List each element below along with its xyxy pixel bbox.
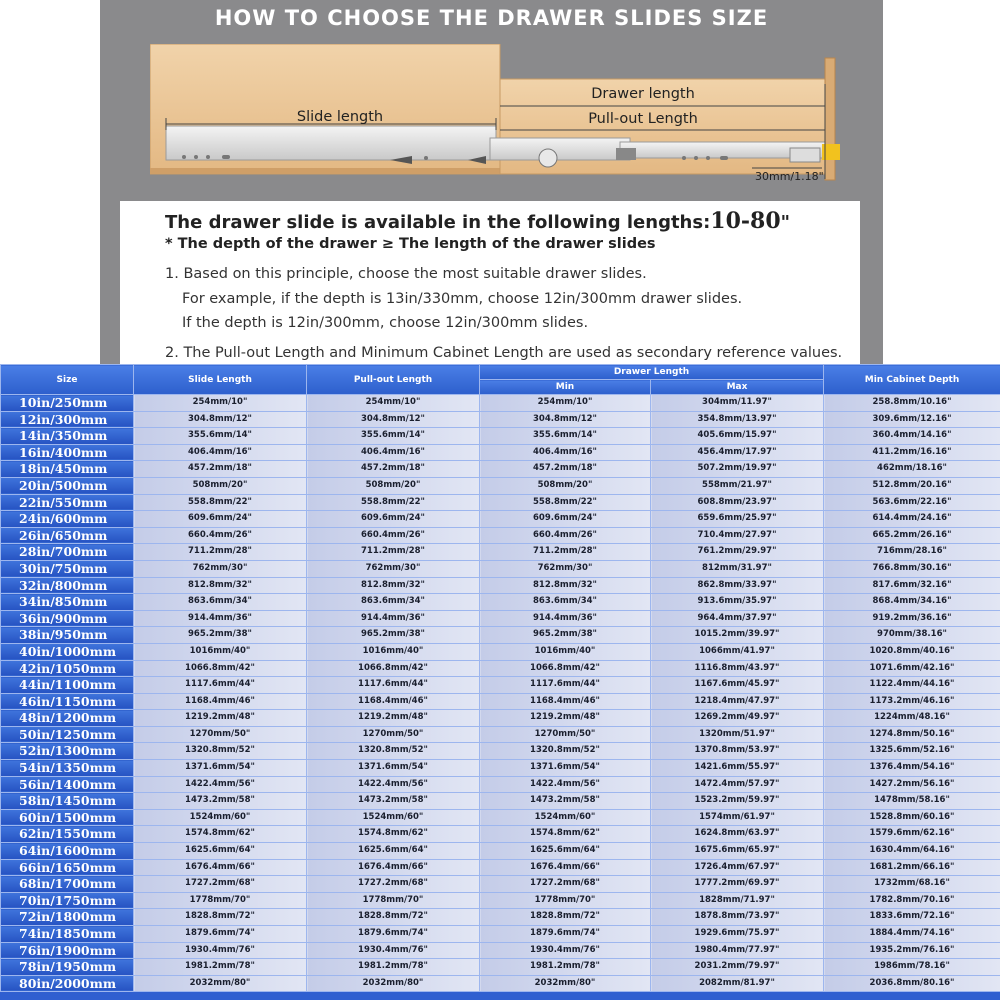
min-cabinet-depth-cell: 512.8mm/20.16" <box>824 477 1000 494</box>
mounting-hole <box>694 156 698 160</box>
drawer-max-cell: 304mm/11.97" <box>651 395 824 412</box>
drawer-max-cell: 608.8mm/23.97" <box>651 494 824 511</box>
table-row <box>1 511 1000 528</box>
instruction-line-2: For example, if the depth is 13in/330mm, choose 12in/300mm drawer slides. <box>182 291 743 307</box>
table-row <box>1 444 1000 461</box>
drawer-max-cell: 558mm/21.97" <box>651 477 824 494</box>
min-cabinet-depth-cell: 1427.2mm/56.16" <box>824 776 1000 793</box>
size-table-container <box>0 364 1000 1000</box>
drawer-max-cell: 1574mm/61.97" <box>651 809 824 826</box>
pullout-length-cell: 1930.4mm/76" <box>307 942 480 959</box>
slide-length-cell: 1016mm/40" <box>134 643 307 660</box>
table-row <box>1 926 1000 943</box>
drawer-min-cell: 304.8mm/12" <box>480 411 651 428</box>
size-header: Size <box>1 365 134 395</box>
pullout-length-cell: 254mm/10" <box>307 395 480 412</box>
pullout-length-cell: 1117.6mm/44" <box>307 677 480 694</box>
pullout-length-header: Pull-out Length <box>307 365 480 395</box>
drawer-min-cell: 1625.6mm/64" <box>480 843 651 860</box>
min-cabinet-depth-cell: 1884.4mm/74.16" <box>824 926 1000 943</box>
table-row <box>1 560 1000 577</box>
slide-length-cell: 457.2mm/18" <box>134 461 307 478</box>
size-cell: 42in/1050mm <box>1 660 134 677</box>
min-cabinet-depth-cell: 1732mm/68.16" <box>824 876 1000 893</box>
min-cabinet-depth-cell: 1325.6mm/52.16" <box>824 743 1000 760</box>
drawer-max-cell: 1421.6mm/55.97" <box>651 760 824 777</box>
min-cabinet-depth-cell: 1376.4mm/54.16" <box>824 760 1000 777</box>
drawer-max-cell: 2082mm/81.97" <box>651 975 824 992</box>
min-cabinet-depth-cell: 919.2mm/36.16" <box>824 610 1000 627</box>
mounting-hole <box>424 156 428 160</box>
drawer-max-cell: 1929.6mm/75.97" <box>651 926 824 943</box>
table-row <box>1 743 1000 760</box>
size-cell: 16in/400mm <box>1 444 134 461</box>
min-cabinet-depth-cell: 1274.8mm/50.16" <box>824 726 1000 743</box>
page-title: HOW TO CHOOSE THE DRAWER SLIDES SIZE <box>214 6 769 30</box>
table-row <box>1 892 1000 909</box>
min-cabinet-depth-cell: 1071.6mm/42.16" <box>824 660 1000 677</box>
min-cabinet-depth-cell: 2036.8mm/80.16" <box>824 975 1000 992</box>
table-row <box>1 859 1000 876</box>
pullout-length-cell: 1625.6mm/64" <box>307 843 480 860</box>
size-cell: 28in/700mm <box>1 544 134 561</box>
slide-length-cell: 1066.8mm/42" <box>134 660 307 677</box>
size-cell: 44in/1100mm <box>1 677 134 694</box>
size-cell: 80in/2000mm <box>1 975 134 992</box>
min-cabinet-depth-cell: 1528.8mm/60.16" <box>824 809 1000 826</box>
gap-label: 30mm/1.18" <box>755 170 824 183</box>
size-cell: 10in/250mm <box>1 395 134 412</box>
min-cabinet-depth-cell: 868.4mm/34.16" <box>824 594 1000 611</box>
pullout-length-cell: 1879.6mm/74" <box>307 926 480 943</box>
table-row <box>1 959 1000 976</box>
slide-length-cell: 1422.4mm/56" <box>134 776 307 793</box>
size-cell: 40in/1000mm <box>1 643 134 660</box>
size-cell: 18in/450mm <box>1 461 134 478</box>
size-cell: 62in/1550mm <box>1 826 134 843</box>
slide-length-cell: 609.6mm/24" <box>134 511 307 528</box>
size-cell: 32in/800mm <box>1 577 134 594</box>
pullout-length-cell: 1778mm/70" <box>307 892 480 909</box>
slide-length-cell: 762mm/30" <box>134 560 307 577</box>
min-cabinet-depth-cell: 970mm/38.16" <box>824 627 1000 644</box>
slide-length-cell: 711.2mm/28" <box>134 544 307 561</box>
size-cell: 30in/750mm <box>1 560 134 577</box>
table-row <box>1 610 1000 627</box>
slide-length-cell: 1574.8mm/62" <box>134 826 307 843</box>
table-row <box>1 776 1000 793</box>
slide-length-cell: 1981.2mm/78" <box>134 959 307 976</box>
table-row <box>1 693 1000 710</box>
min-cabinet-depth-cell: 462mm/18.16" <box>824 461 1000 478</box>
pullout-length-cell: 1016mm/40" <box>307 643 480 660</box>
drawer-min-cell: 1422.4mm/56" <box>480 776 651 793</box>
drawer-min-header: Min <box>480 380 651 395</box>
drawer-max-cell: 1624.8mm/63.97" <box>651 826 824 843</box>
pullout-length-cell: 1473.2mm/58" <box>307 793 480 810</box>
table-row <box>1 677 1000 694</box>
pullout-length-cell: 1422.4mm/56" <box>307 776 480 793</box>
drawer-min-cell: 1727.2mm/68" <box>480 876 651 893</box>
pullout-length-label: Pull-out Length <box>588 111 698 127</box>
instruction-line-1: 1. Based on this principle, choose the most suitable drawer slides. <box>165 266 647 282</box>
drawer-max-cell: 1675.6mm/65.97" <box>651 843 824 860</box>
ball-bearing <box>539 149 557 167</box>
size-cell: 34in/850mm <box>1 594 134 611</box>
slide-length-cell: 1320.8mm/52" <box>134 743 307 760</box>
slide-length-cell: 1219.2mm/48" <box>134 710 307 727</box>
drawer-min-cell: 762mm/30" <box>480 560 651 577</box>
slide-lock <box>616 148 636 160</box>
table-row <box>1 627 1000 644</box>
drawer-min-cell: 965.2mm/38" <box>480 627 651 644</box>
drawer-min-cell: 508mm/20" <box>480 477 651 494</box>
instruction-line-4: 2. The Pull-out Length and Minimum Cabinet Length are used as secondary reference values. <box>165 345 843 361</box>
pullout-length-cell: 1981.2mm/78" <box>307 959 480 976</box>
drawer-max-cell: 1472.4mm/57.97" <box>651 776 824 793</box>
size-cell: 24in/600mm <box>1 511 134 528</box>
min-cabinet-depth-cell: 665.2mm/26.16" <box>824 527 1000 544</box>
min-cabinet-depth-cell: 258.8mm/10.16" <box>824 395 1000 412</box>
slide-length-cell: 1117.6mm/44" <box>134 677 307 694</box>
slide-length-cell: 1727.2mm/68" <box>134 876 307 893</box>
min-cabinet-depth-cell: 309.6mm/12.16" <box>824 411 1000 428</box>
table-row <box>1 544 1000 561</box>
min-cabinet-depth-cell: 411.2mm/16.16" <box>824 444 1000 461</box>
slide-length-cell: 1930.4mm/76" <box>134 942 307 959</box>
min-cabinet-depth-cell: 563.6mm/22.16" <box>824 494 1000 511</box>
table-row <box>1 760 1000 777</box>
drawer-min-cell: 406.4mm/16" <box>480 444 651 461</box>
pullout-length-cell: 1371.6mm/54" <box>307 760 480 777</box>
drawer-max-cell: 862.8mm/33.97" <box>651 577 824 594</box>
drawer-max-cell: 964.4mm/37.97" <box>651 610 824 627</box>
drawer-min-cell: 863.6mm/34" <box>480 594 651 611</box>
drawer-max-cell: 710.4mm/27.97" <box>651 527 824 544</box>
pullout-length-cell: 1270mm/50" <box>307 726 480 743</box>
pullout-length-cell: 863.6mm/34" <box>307 594 480 611</box>
drawer-min-cell: 558.8mm/22" <box>480 494 651 511</box>
pullout-length-cell: 1320.8mm/52" <box>307 743 480 760</box>
slide-length-cell: 558.8mm/22" <box>134 494 307 511</box>
pullout-length-cell: 1727.2mm/68" <box>307 876 480 893</box>
size-cell: 76in/1900mm <box>1 942 134 959</box>
slide-length-cell: 812.8mm/32" <box>134 577 307 594</box>
table-row <box>1 809 1000 826</box>
table-row <box>1 494 1000 511</box>
size-cell: 26in/650mm <box>1 527 134 544</box>
size-cell: 22in/550mm <box>1 494 134 511</box>
mounting-hole <box>206 155 210 159</box>
table-row <box>1 643 1000 660</box>
slide-length-cell: 355.6mm/14" <box>134 428 307 445</box>
slide-length-cell: 1828.8mm/72" <box>134 909 307 926</box>
pullout-length-cell: 304.8mm/12" <box>307 411 480 428</box>
drawer-min-cell: 1879.6mm/74" <box>480 926 651 943</box>
table-row <box>1 577 1000 594</box>
slide-length-cell: 1879.6mm/74" <box>134 926 307 943</box>
drawer-length-label: Drawer length <box>591 86 695 102</box>
drawer-min-cell: 1270mm/50" <box>480 726 651 743</box>
size-cell: 20in/500mm <box>1 477 134 494</box>
slide-length-cell: 1625.6mm/64" <box>134 843 307 860</box>
drawer-min-cell: 711.2mm/28" <box>480 544 651 561</box>
drawer-min-cell: 254mm/10" <box>480 395 651 412</box>
size-cell: 66in/1650mm <box>1 859 134 876</box>
mounting-slot <box>222 155 230 159</box>
min-cabinet-depth-cell: 1986mm/78.16" <box>824 959 1000 976</box>
slide-length-cell: 1676.4mm/66" <box>134 859 307 876</box>
drawer-max-cell: 456.4mm/17.97" <box>651 444 824 461</box>
pullout-length-cell: 1828.8mm/72" <box>307 909 480 926</box>
size-cell: 74in/1850mm <box>1 926 134 943</box>
availability-heading <box>165 208 790 234</box>
size-table <box>0 364 1000 992</box>
size-cell: 78in/1950mm <box>1 959 134 976</box>
size-cell: 58in/1450mm <box>1 793 134 810</box>
min-cabinet-depth-cell: 1020.8mm/40.16" <box>824 643 1000 660</box>
size-cell: 38in/950mm <box>1 627 134 644</box>
slide-length-cell: 1270mm/50" <box>134 726 307 743</box>
table-row <box>1 942 1000 959</box>
size-cell: 64in/1600mm <box>1 843 134 860</box>
min-cabinet-depth-cell: 817.6mm/32.16" <box>824 577 1000 594</box>
slide-length-cell: 660.4mm/26" <box>134 527 307 544</box>
slide-length-cell: 1168.4mm/46" <box>134 693 307 710</box>
drawer-max-cell: 1015.2mm/39.97" <box>651 627 824 644</box>
size-cell: 46in/1150mm <box>1 693 134 710</box>
drawer-max-cell: 1777.2mm/69.97" <box>651 876 824 893</box>
pullout-length-cell: 2032mm/80" <box>307 975 480 992</box>
pullout-length-cell: 355.6mm/14" <box>307 428 480 445</box>
drawer-min-cell: 812.8mm/32" <box>480 577 651 594</box>
length-range: 10-80 <box>710 208 781 234</box>
drawer-min-cell: 1930.4mm/76" <box>480 942 651 959</box>
pullout-length-cell: 1168.4mm/46" <box>307 693 480 710</box>
table-row <box>1 660 1000 677</box>
drawer-max-cell: 1878.8mm/73.97" <box>651 909 824 926</box>
drawer-min-cell: 1016mm/40" <box>480 643 651 660</box>
drawer-max-cell: 1320mm/51.97" <box>651 726 824 743</box>
drawer-min-cell: 1473.2mm/58" <box>480 793 651 810</box>
drawer-max-cell: 1726.4mm/67.97" <box>651 859 824 876</box>
drawer-max-cell: 1370.8mm/53.97" <box>651 743 824 760</box>
table-row <box>1 527 1000 544</box>
min-cabinet-depth-cell: 1935.2mm/76.16" <box>824 942 1000 959</box>
table-row <box>1 876 1000 893</box>
drawer-max-cell: 507.2mm/19.97" <box>651 461 824 478</box>
min-cabinet-depth-cell: 1173.2mm/46.16" <box>824 693 1000 710</box>
pullout-length-cell: 406.4mm/16" <box>307 444 480 461</box>
pullout-length-cell: 660.4mm/26" <box>307 527 480 544</box>
drawer-min-cell: 1574.8mm/62" <box>480 826 651 843</box>
size-cell: 50in/1250mm <box>1 726 134 743</box>
drawer-max-header: Max <box>651 380 824 395</box>
table-row <box>1 428 1000 445</box>
slide-middle-rail <box>490 138 630 160</box>
slide-length-cell: 1778mm/70" <box>134 892 307 909</box>
min-cabinet-depth-cell: 1630.4mm/64.16" <box>824 843 1000 860</box>
table-row <box>1 793 1000 810</box>
table-row <box>1 975 1000 992</box>
drawer-length-header: Drawer Length <box>480 365 824 380</box>
pullout-length-cell: 914.4mm/36" <box>307 610 480 627</box>
min-cabinet-depth-cell: 1833.6mm/72.16" <box>824 909 1000 926</box>
drawer-min-cell: 1219.2mm/48" <box>480 710 651 727</box>
drawer-max-cell: 354.8mm/13.97" <box>651 411 824 428</box>
min-cabinet-depth-cell: 614.4mm/24.16" <box>824 511 1000 528</box>
drawer-max-cell: 1828mm/71.97" <box>651 892 824 909</box>
drawer-front <box>825 58 835 180</box>
table-row <box>1 594 1000 611</box>
pullout-length-cell: 508mm/20" <box>307 477 480 494</box>
min-cabinet-depth-cell: 1478mm/58.16" <box>824 793 1000 810</box>
drawer-min-cell: 457.2mm/18" <box>480 461 651 478</box>
slide-length-cell: 508mm/20" <box>134 477 307 494</box>
min-cabinet-depth-cell: 1782.8mm/70.16" <box>824 892 1000 909</box>
mounting-slot <box>720 156 728 160</box>
pullout-length-cell: 1524mm/60" <box>307 809 480 826</box>
drawer-max-cell: 761.2mm/29.97" <box>651 544 824 561</box>
drawer-slide-diagram <box>150 44 840 194</box>
slide-length-cell: 914.4mm/36" <box>134 610 307 627</box>
drawer-max-cell: 1523.2mm/59.97" <box>651 793 824 810</box>
pullout-length-cell: 1066.8mm/42" <box>307 660 480 677</box>
pullout-length-cell: 1574.8mm/62" <box>307 826 480 843</box>
slide-length-header: Slide Length <box>134 365 307 395</box>
pullout-length-cell: 1219.2mm/48" <box>307 710 480 727</box>
slide-length-cell: 1524mm/60" <box>134 809 307 826</box>
drawer-min-cell: 609.6mm/24" <box>480 511 651 528</box>
size-cell: 68in/1700mm <box>1 876 134 893</box>
drawer-max-cell: 1066mm/41.97" <box>651 643 824 660</box>
min-cabinet-depth-header: Min Cabinet Depth <box>824 365 1000 395</box>
size-cell: 56in/1400mm <box>1 776 134 793</box>
slide-length-cell: 304.8mm/12" <box>134 411 307 428</box>
drawer-min-cell: 1117.6mm/44" <box>480 677 651 694</box>
size-cell: 12in/300mm <box>1 411 134 428</box>
pullout-length-cell: 457.2mm/18" <box>307 461 480 478</box>
mounting-hole <box>682 156 686 160</box>
instruction-line-3: If the depth is 12in/300mm, choose 12in/300mm slides. <box>182 315 589 331</box>
mounting-hole <box>194 155 198 159</box>
mounting-hole <box>706 156 710 160</box>
pullout-length-cell: 711.2mm/28" <box>307 544 480 561</box>
drawer-min-cell: 660.4mm/26" <box>480 527 651 544</box>
drawer-max-cell: 1269.2mm/49.97" <box>651 710 824 727</box>
table-row <box>1 477 1000 494</box>
drawer-min-cell: 1778mm/70" <box>480 892 651 909</box>
cabinet-bottom-edge <box>150 168 500 174</box>
drawer-max-cell: 812mm/31.97" <box>651 560 824 577</box>
size-cell: 72in/1800mm <box>1 909 134 926</box>
drawer-max-cell: 913.6mm/35.97" <box>651 594 824 611</box>
size-cell: 36in/900mm <box>1 610 134 627</box>
drawer-min-cell: 1676.4mm/66" <box>480 859 651 876</box>
drawer-max-cell: 1167.6mm/45.97" <box>651 677 824 694</box>
min-cabinet-depth-cell: 1681.2mm/66.16" <box>824 859 1000 876</box>
min-cabinet-depth-cell: 716mm/28.16" <box>824 544 1000 561</box>
drawer-min-cell: 914.4mm/36" <box>480 610 651 627</box>
depth-rule: * The depth of the drawer ≥ The length of the drawer slides <box>165 236 656 252</box>
drawer-min-cell: 355.6mm/14" <box>480 428 651 445</box>
size-cell: 54in/1350mm <box>1 760 134 777</box>
slide-length-cell: 1473.2mm/58" <box>134 793 307 810</box>
table-row <box>1 826 1000 843</box>
min-cabinet-depth-cell: 1122.4mm/44.16" <box>824 677 1000 694</box>
size-cell: 48in/1200mm <box>1 710 134 727</box>
min-cabinet-depth-cell: 360.4mm/14.16" <box>824 428 1000 445</box>
drawer-max-cell: 659.6mm/25.97" <box>651 511 824 528</box>
drawer-max-cell: 1116.8mm/43.97" <box>651 660 824 677</box>
slide-length-cell: 965.2mm/38" <box>134 627 307 644</box>
slide-length-cell: 406.4mm/16" <box>134 444 307 461</box>
drawer-min-cell: 1168.4mm/46" <box>480 693 651 710</box>
pullout-length-cell: 1676.4mm/66" <box>307 859 480 876</box>
pullout-length-cell: 762mm/30" <box>307 560 480 577</box>
drawer-min-cell: 2032mm/80" <box>480 975 651 992</box>
pullout-length-cell: 609.6mm/24" <box>307 511 480 528</box>
drawer-min-cell: 1320.8mm/52" <box>480 743 651 760</box>
slide-length-cell: 254mm/10" <box>134 395 307 412</box>
table-row <box>1 843 1000 860</box>
mounting-hole <box>182 155 186 159</box>
slide-length-cell: 863.6mm/34" <box>134 594 307 611</box>
table-row <box>1 395 1000 412</box>
end-bracket <box>790 148 820 162</box>
table-row <box>1 461 1000 478</box>
slide-length-cell: 1371.6mm/54" <box>134 760 307 777</box>
slide-length-cell: 2032mm/80" <box>134 975 307 992</box>
availability-heading-text: The drawer slide is available in the following lengths: <box>165 212 711 233</box>
min-cabinet-depth-cell: 766.8mm/30.16" <box>824 560 1000 577</box>
size-table-body <box>1 395 1000 992</box>
drawer-min-cell: 1981.2mm/78" <box>480 959 651 976</box>
size-cell: 14in/350mm <box>1 428 134 445</box>
drawer-max-cell: 1218.4mm/47.97" <box>651 693 824 710</box>
length-range-unit: " <box>780 212 791 233</box>
table-row <box>1 710 1000 727</box>
drawer-max-cell: 2031.2mm/79.97" <box>651 959 824 976</box>
drawer-min-cell: 1524mm/60" <box>480 809 651 826</box>
drawer-min-cell: 1828.8mm/72" <box>480 909 651 926</box>
pullout-length-cell: 812.8mm/32" <box>307 577 480 594</box>
size-cell: 60in/1500mm <box>1 809 134 826</box>
drawer-max-cell: 405.6mm/15.97" <box>651 428 824 445</box>
drawer-min-cell: 1066.8mm/42" <box>480 660 651 677</box>
pullout-length-cell: 558.8mm/22" <box>307 494 480 511</box>
pullout-length-cell: 965.2mm/38" <box>307 627 480 644</box>
table-row <box>1 726 1000 743</box>
slide-outer-rail <box>166 126 496 160</box>
table-row <box>1 909 1000 926</box>
size-cell: 52in/1300mm <box>1 743 134 760</box>
min-cabinet-depth-cell: 1224mm/48.16" <box>824 710 1000 727</box>
table-row <box>1 411 1000 428</box>
min-cabinet-depth-cell: 1579.6mm/62.16" <box>824 826 1000 843</box>
drawer-max-cell: 1980.4mm/77.97" <box>651 942 824 959</box>
size-cell: 70in/1750mm <box>1 892 134 909</box>
slide-length-label: Slide length <box>296 109 384 125</box>
drawer-min-cell: 1371.6mm/54" <box>480 760 651 777</box>
